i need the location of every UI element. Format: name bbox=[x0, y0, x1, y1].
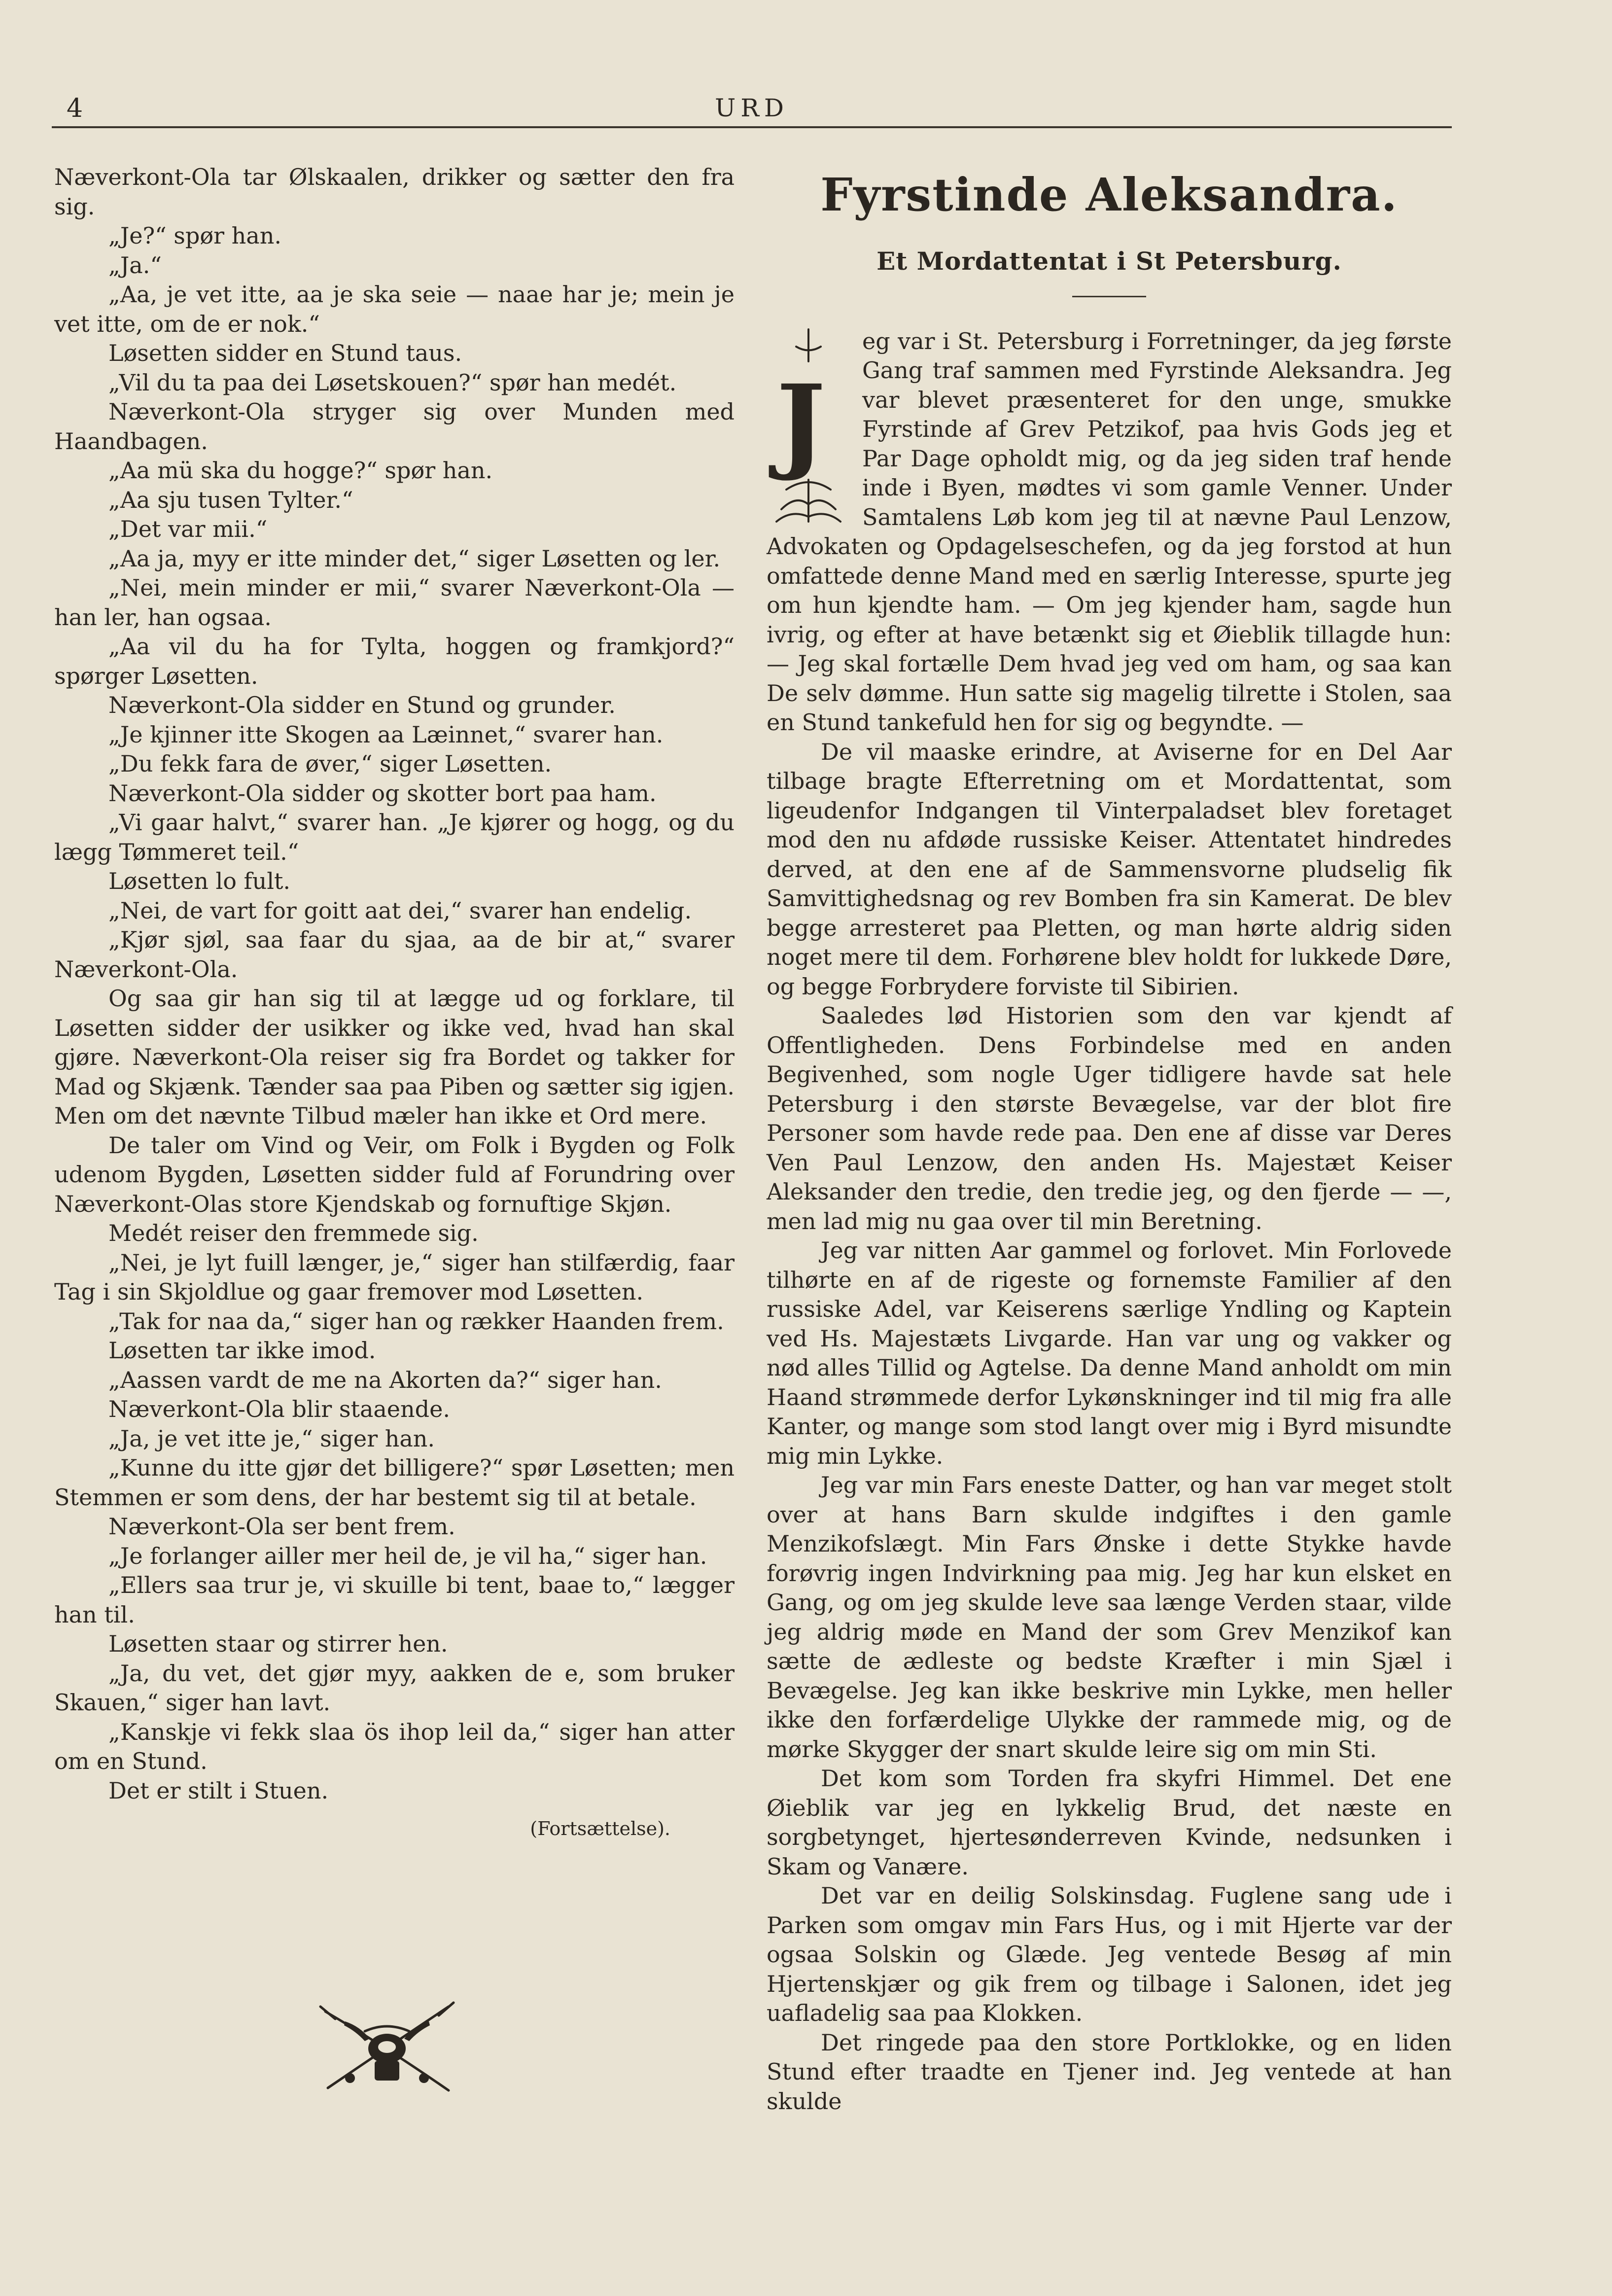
page-header bbox=[52, 94, 1452, 123]
running-title: URD bbox=[715, 94, 789, 122]
left-paragraph: „Aa vil du ha for Tylta, hoggen og framkjord?“ spørger Løsetten. bbox=[54, 633, 735, 689]
right-column bbox=[767, 168, 1452, 2116]
left-paragraph: Næverkont-Ola sidder en Stund og grunder. bbox=[108, 692, 616, 718]
right-paragraph: Saaledes lød Historien som den var kjendt af Offentligheden. Dens Forbindelse med en anden Begivenhed, som nogle Uger tidligere havde sat hele Petersburg i den største Bevægelse, var der blot fire Personer som havde rede paa. Den ene af disse var Deres Ven Paul Lenzow, den anden Hs. Majestæt Keiser Aleksander den tredie, den tredie jeg, og den fjerde — —, men lad mig nu gaa over til min Beretning. bbox=[767, 1002, 1452, 1235]
left-paragraph: „Aa mü ska du hogge?“ spør han. bbox=[108, 457, 493, 484]
left-paragraph: „Det var mii.“ bbox=[108, 516, 268, 542]
left-paragraph: „Aa ja, myy er itte minder det,“ siger Løsetten og ler. bbox=[108, 545, 721, 572]
drop-cap-letter: J bbox=[776, 361, 826, 484]
left-paragraph: Det er stilt i Stuen. bbox=[108, 1777, 329, 1804]
to-be-continued-note: (Fortsættelse). bbox=[530, 1818, 670, 1839]
right-paragraph: Det ringede paa den store Portklokke, og en liden Stund efter traadte en Tjener ind. Jeg ventede at han skulde bbox=[767, 2029, 1452, 2115]
left-paragraph: „Ja, je vet itte je,“ siger han. bbox=[108, 1425, 435, 1452]
left-paragraph: Næverkont-Ola sidder og skotter bort paa ham. bbox=[108, 779, 657, 807]
left-paragraph: „Kunne du itte gjør det billigere?“ spør Løsetten; men Stemmen er som dens, der har bestemt sig til at betale. bbox=[54, 1454, 735, 1511]
left-paragraph: Løsetten lo fult. bbox=[108, 868, 291, 894]
left-paragraph: „Kanskje vi fekk slaa ös ihop leil da,“ siger han atter om en Stund. bbox=[54, 1718, 735, 1774]
left-paragraph: Løsetten tar ikke imod. bbox=[108, 1337, 376, 1364]
left-paragraph: „Je forlanger ailler mer heil de, je vil ha,“ siger han. bbox=[108, 1542, 707, 1569]
page-number: 4 bbox=[67, 94, 83, 123]
left-paragraph: Næverkont-Ola stryger sig over Munden med Haandbagen. bbox=[54, 398, 735, 455]
article-subtitle: Et Mordattentat i St Petersburg. bbox=[876, 247, 1342, 276]
left-paragraph: „Kjør sjøl, saa faar du sjaa, aa de bir at,“ svarer Næverkont-Ola. bbox=[54, 926, 735, 983]
left-paragraph: Og saa gir han sig til at lægge ud og forklare, til Løsetten sidder der usikker og ikke ved, hvad han skal gjøre. Næverkont-Ola reiser sig fra Bordet og takker for Mad og Skjænk. Tænder saa paa Piben og sætter sig igjen. Men om det nævnte Tilbud mæler han ikke et Ord mere. bbox=[54, 985, 735, 1129]
left-paragraph: Løsetten sidder en Stund taus. bbox=[108, 340, 462, 366]
right-paragraph: Det var en deilig Solskinsdag. Fuglene sang ude i Parken som omgav min Fars Hus, og i mit Hjerte var der ogsaa Solskin og Glæde. Jeg ventede Besøg af min Hjertenskjær og gik frem og tilbage i Salonen, idet jeg uafladelig saa paa Klokken. bbox=[767, 1882, 1452, 2026]
left-paragraph: „Aassen vardt de me na Akorten da?“ siger han. bbox=[108, 1366, 662, 1393]
left-paragraph: Næverkont-Ola tar Ølskaalen, drikker og sætter den fra sig. bbox=[54, 164, 735, 220]
left-paragraph: „Ja.“ bbox=[108, 251, 162, 279]
article-title: Fyrstinde Aleksandra. bbox=[820, 168, 1398, 221]
header-rule bbox=[52, 126, 1452, 128]
left-paragraph: „Je kjinner itte Skogen aa Læinnet,“ svarer han. bbox=[108, 721, 664, 748]
left-paragraph: „Aa sju tusen Tylter.“ bbox=[108, 486, 353, 513]
left-paragraph: „Nei, de vart for goitt aat dei,“ svarer han endelig. bbox=[108, 897, 692, 924]
left-paragraph: „Je?“ spør han. bbox=[108, 222, 281, 249]
right-paragraph: De vil maaske erindre, at Aviserne for en Del Aar tilbage bragte Efterretning om et Mordattentat, som ligeudenfor Indgangen til Vinterpaladset blev foretaget mod den nu afdøde russiske Keiser. Attentatet hindredes derved, at den ene af de Sammensvorne pludselig fik Samvittighedsnag og rev Bomben fra sin Kamerat. De blev begge arresteret paa Pletten, og man hørte aldrig siden noget mere til dem. Forhørene blev holdt for lukkede Døre, og begge Forbrydere forviste til Sibirien. bbox=[767, 738, 1452, 1000]
left-paragraph: „Vi gaar halvt,“ svarer han. „Je kjører og hogg, og du lægg Tømmeret teil.“ bbox=[54, 809, 735, 865]
left-paragraph: „Nei, je lyt fuill længer, je,“ siger han stilfærdig, faar Tag i sin Skjoldlue og gaar fremover mod Løsetten. bbox=[54, 1249, 735, 1305]
left-paragraph: Løsetten staar og stirrer hen. bbox=[108, 1630, 448, 1657]
quill-and-tools-vignette-icon bbox=[315, 1992, 458, 2100]
left-paragraph: „Du fekk fara de øver,“ siger Løsetten. bbox=[108, 750, 552, 777]
left-paragraph: „Ja, du vet, det gjør myy, aakken de e, som bruker Skauen,“ siger han lavt. bbox=[54, 1660, 735, 1716]
right-paragraph: Jeg var nitten Aar gammel og forlovet. Min Forlovede tilhørte en af de rigeste og fornemste Familier af den russiske Adel, var Keiserens særlige Yndling og Kaptein ved Hs. Majestæts Livgarde. Han var ung og vakker og nød alles Tillid og Agtelse. Da denne Mand anholdt om min Haand strømmede derfor Lykønskninger ind til mig fra alle Kanter, og mange som stod langt over mig i Byrd misundte mig min Lykke. bbox=[767, 1237, 1452, 1469]
right-paragraph: Jeg var min Fars eneste Datter, og han var meget stolt over at hans Barn skulde indgiftes i den gamle Menzikofslægt. Min Fars Ønske i dette Stykke havde forøvrig ingen Indvirkning paa mig. Jeg har kun elsket en Gang, og om jeg skulde leve saa længe Verden staar, vilde jeg aldrig møde en Mand der som Grev Menzikof kan sætte de ædleste og bedste Kræfter i min Sjæl i Bevægelse. Jeg kan ikke beskrive min Lykke, men heller ikke den forfærdelige Ulykke der rammede mig, og de mørke Skygger der snart skulde leire sig om min Sti. bbox=[767, 1472, 1452, 1763]
left-paragraph: De taler om Vind og Veir, om Folk i Bygden og Folk udenom Bygden, Løsetten sidder fuld af Forundring over Næverkont-Olas store Kjendskab og fornuftige Skjøn. bbox=[54, 1131, 735, 1217]
right-paragraph: Det kom som Torden fra skyfri Himmel. Det ene Øieblik var jeg en lykkelig Brud, det næste en sorgbetynget, hjertesønderreven Kvinde, nedsunken i Skam og Vanære. bbox=[767, 1765, 1452, 1880]
left-paragraph: Medét reiser den fremmede sig. bbox=[108, 1220, 479, 1246]
right-paragraph: eg var i St. Petersburg i Forretninger, da jeg første Gang traf sammen med Fyrstinde Aleksandra. Jeg var blevet præsenteret for den unge, smukke Fyrstinde af Grev Petzikof, paa hvis Gods jeg et Par Dage opholdt mig, og da jeg siden traf hende inde i Byen, mødtes vi som gamle Venner. Under Samtalens Løb kom jeg til at nævne Paul Lenzow, Advokaten og Opdagelseschefen, og da jeg forstod at hun omfattede denne Mand med en særlig Interesse, spurte jeg om hun kjendte ham. — Om jeg kjender ham, sagde hun ivrig, og efter at have betænkt sig et Øieblik tillagde hun: — Jeg skal fortælle Dem hvad jeg ved om ham, og saa kan De selv dømme. Hun satte sig magelig tilrette i Stolen, saa en Stund tankefuld hen for sig og begyndte. — bbox=[767, 327, 1452, 736]
left-paragraph: Næverkont-Ola blir staaende. bbox=[108, 1396, 450, 1422]
left-paragraph: „Ellers saa trur je, vi skuille bi tent, baae to,“ lægger han til. bbox=[54, 1572, 735, 1628]
left-paragraph: „Vil du ta paa dei Løsetskouen?“ spør han medét. bbox=[108, 369, 677, 396]
left-paragraph: „Aa, je vet itte, aa je ska seie — naae har je; mein je vet itte, om de er nok.“ bbox=[54, 281, 735, 337]
left-column bbox=[54, 163, 735, 1844]
title-rule bbox=[1072, 296, 1146, 297]
left-paragraph: Næverkont-Ola ser bent frem. bbox=[108, 1513, 456, 1540]
drop-cap bbox=[767, 327, 850, 524]
left-paragraph: „Tak for naa da,“ siger han og rækker Haanden frem. bbox=[108, 1307, 724, 1335]
left-paragraph: „Nei, mein minder er mii,“ svarer Næverkont-Ola — han ler, han ogsaa. bbox=[54, 574, 735, 631]
